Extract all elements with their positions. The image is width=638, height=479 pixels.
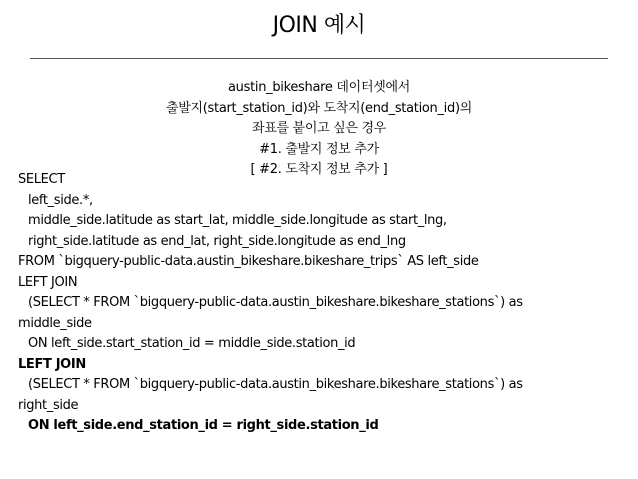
code-line: left_side.*, [28, 192, 93, 208]
description-line: austin_bikeshare 데이터셋에서 [228, 80, 410, 95]
code-line: middle_side.latitude as start_lat, middle_side.longitude as start_lng, [28, 213, 447, 228]
description-line: 출발지(start_station_id)와 도착지(end_station_id)의 [166, 100, 472, 116]
code-line: right_side [18, 397, 79, 413]
slide-title: JOIN 예시 [272, 13, 366, 38]
description-line: #1. 출발지 정보 추가 [259, 141, 379, 157]
code-line: ON left_side.start_station_id = middle_side.station_id [28, 336, 356, 351]
description-block [0, 78, 638, 181]
code-line: FROM `bigquery-public-data.austin_bikeshare.bikeshare_trips` AS left_side [18, 254, 479, 269]
code-line: (SELECT * FROM `bigquery-public-data.austin_bikeshare.bikeshare_stations`) as [28, 295, 523, 310]
code-line: (SELECT * FROM `bigquery-public-data.austin_bikeshare.bikeshare_stations`) as [28, 377, 523, 392]
code-line: middle_side [18, 315, 92, 331]
title-divider [30, 58, 608, 59]
code-line-highlighted: LEFT JOIN [18, 356, 86, 372]
sql-code-block [18, 170, 622, 437]
code-line-highlighted: ON left_side.end_station_id = right_side.station_id [28, 418, 379, 433]
code-line: right_side.latitude as end_lat, right_side.longitude as end_lng [28, 233, 406, 249]
description-line: [ #2. 도착지 정보 추가 ] [250, 162, 388, 177]
code-line: SELECT [18, 172, 65, 187]
description-line: 좌표를 붙이고 싶은 경우 [251, 121, 387, 136]
code-line: LEFT JOIN [18, 274, 78, 290]
